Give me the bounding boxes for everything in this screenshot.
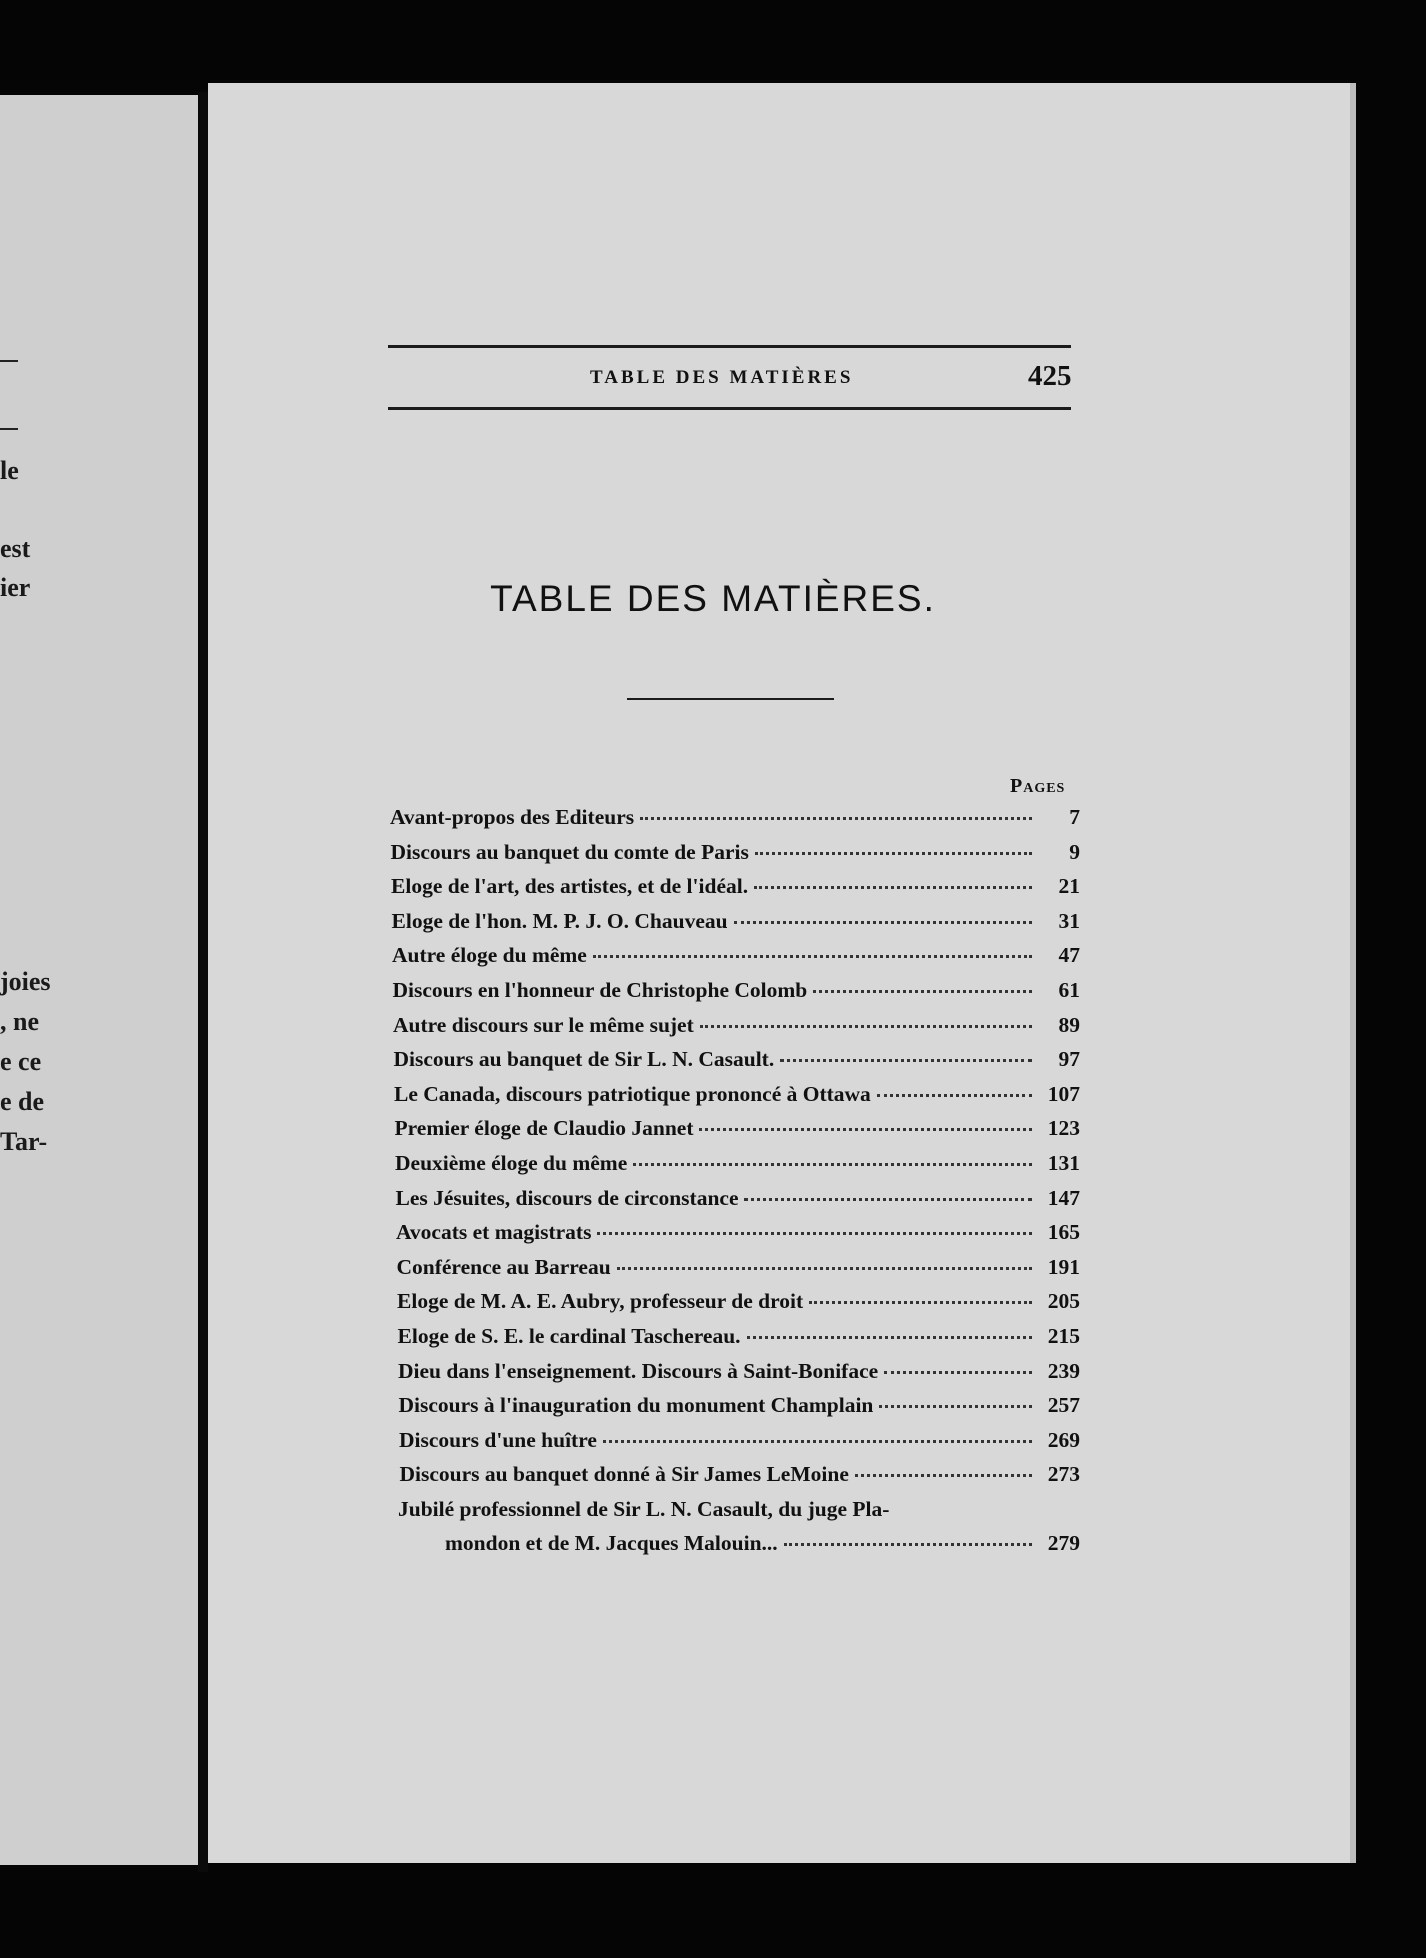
toc-entry-title: Discours à l'inauguration du monument Champlain	[398, 1393, 874, 1418]
left-text-fragment: ier	[0, 573, 31, 602]
running-head: TABLE DES MATIÈRES	[590, 367, 854, 388]
toc-entry	[390, 978, 1080, 1013]
title-divider	[627, 698, 834, 700]
toc-entry-page: 107	[1047, 1081, 1080, 1106]
toc-entry-title-line1: Jubilé professionnel de Sir L. N. Casault, du juge Pla-	[398, 1496, 890, 1521]
toc-entry-title: Discours en l'honneur de Christophe Colomb	[392, 977, 808, 1002]
toc-entry-page: 31	[1058, 908, 1080, 933]
header-rule-top	[388, 345, 1071, 348]
toc-entry	[390, 1393, 1080, 1428]
toc-dot-leader	[855, 1473, 1032, 1477]
toc-entry-page: 279	[1047, 1531, 1080, 1556]
toc-entry	[390, 1428, 1080, 1463]
toc-entry-title: Eloge de M. A. E. Aubry, professeur de droit	[397, 1289, 804, 1314]
left-text-fragment: e ce	[0, 1047, 42, 1076]
toc-entry-page: 215	[1047, 1323, 1080, 1348]
toc-entry	[390, 943, 1080, 978]
toc-entry-title-line2: mondon et de M. Jacques Malouin...	[445, 1531, 778, 1556]
left-text-fragment: e de	[0, 1087, 45, 1116]
toc-entry-title: Eloge de l'hon. M. P. J. O. Chauveau	[391, 908, 728, 933]
toc-entry-page: 97	[1058, 1047, 1080, 1072]
left-text-fragment: joies	[0, 967, 51, 996]
toc-entry-page: 257	[1047, 1393, 1080, 1418]
toc-entry	[390, 1255, 1080, 1290]
toc-dot-leader	[699, 1127, 1032, 1131]
toc-entry	[390, 805, 1080, 840]
toc-dot-leader	[734, 920, 1032, 924]
toc-entry	[390, 874, 1080, 909]
toc-entry-page: 131	[1047, 1150, 1080, 1175]
left-text-fragment: le	[0, 456, 19, 485]
toc-entry-title: Autre discours sur le même sujet	[393, 1012, 694, 1037]
toc-entry-title: Discours au banquet de Sir L. N. Casault.	[393, 1047, 775, 1072]
toc-entry-title: Avocats et magistrats	[396, 1220, 592, 1245]
toc-entry-page: 21	[1058, 874, 1080, 899]
toc-entry	[390, 1186, 1080, 1221]
toc-entry-page: 205	[1047, 1289, 1080, 1314]
toc-entry	[390, 1116, 1080, 1151]
left-text-fragment: , ne	[0, 1007, 39, 1036]
toc-entry-page: 7	[1069, 805, 1080, 829]
toc-dot-leader	[884, 1370, 1032, 1374]
toc-entry-title: Discours au banquet du comte de Paris	[390, 839, 749, 864]
toc-dot-leader	[640, 816, 1032, 820]
toc-entry-title: Conférence au Barreau	[396, 1254, 611, 1279]
toc-dot-leader	[755, 851, 1032, 855]
toc-entry-page: 239	[1047, 1358, 1080, 1383]
toc-entry-title: Eloge de S. E. le cardinal Taschereau.	[397, 1323, 741, 1348]
toc-entry-page: 9	[1069, 839, 1080, 864]
toc-entry-title: Eloge de l'art, des artistes, et de l'idéal.	[391, 874, 749, 899]
toc-dot-leader	[744, 1197, 1032, 1201]
toc-entry	[390, 1462, 1080, 1497]
toc-entry-title: Le Canada, discours patriotique prononcé à Ottawa	[394, 1081, 871, 1106]
toc-dot-leader	[809, 1300, 1032, 1304]
toc-dot-leader	[877, 1093, 1032, 1097]
toc-entry	[390, 1047, 1080, 1082]
left-rule	[0, 360, 18, 362]
page-gutter	[198, 92, 208, 1872]
toc-entry	[390, 1013, 1080, 1048]
toc-dot-leader	[700, 1024, 1032, 1028]
table-of-contents	[390, 805, 1080, 1566]
toc-entry	[390, 1289, 1080, 1324]
toc-dot-leader	[879, 1404, 1032, 1408]
toc-dot-leader	[747, 1335, 1032, 1339]
toc-entry-page: 273	[1047, 1462, 1080, 1487]
page-edge	[1350, 83, 1356, 1863]
toc-entry-page: 89	[1058, 1012, 1080, 1037]
toc-entry-continuation	[390, 1531, 1080, 1566]
toc-entry-page: 269	[1047, 1427, 1080, 1452]
page-number: 425	[1028, 360, 1072, 392]
toc-dot-leader	[603, 1439, 1032, 1443]
toc-entry-page: 165	[1047, 1220, 1080, 1245]
toc-entry-page: 47	[1058, 943, 1080, 968]
toc-entry	[390, 909, 1080, 944]
toc-entry-page: 147	[1047, 1185, 1080, 1210]
pages-column-heading: Pages	[1010, 775, 1066, 797]
toc-entry-title: Avant-propos des Editeurs	[390, 805, 635, 829]
toc-entry	[390, 1082, 1080, 1117]
toc-entry-title: Discours d'une huître	[399, 1427, 597, 1452]
page-title: TABLE DES MATIÈRES.	[490, 578, 936, 619]
toc-dot-leader	[754, 885, 1032, 889]
toc-entry-title: Autre éloge du même	[392, 943, 587, 968]
toc-dot-leader	[813, 989, 1032, 993]
toc-entry-multiline	[390, 1497, 1080, 1532]
toc-entry-page: 61	[1058, 977, 1080, 1002]
toc-dot-leader	[593, 954, 1032, 958]
toc-entry-title: Discours au banquet donné à Sir James LeMoine	[399, 1462, 849, 1487]
toc-dot-leader	[780, 1058, 1032, 1062]
header-rule-bottom	[388, 407, 1071, 410]
toc-entry-title: Les Jésuites, discours de circonstance	[395, 1185, 739, 1210]
toc-entry-title: Premier éloge de Claudio Jannet	[394, 1116, 694, 1141]
left-text-fragment: est	[0, 534, 31, 563]
toc-entry	[390, 840, 1080, 875]
toc-dot-leader	[617, 1266, 1032, 1270]
toc-entry-title: Dieu dans l'enseignement. Discours à Saint-Boniface	[398, 1358, 879, 1383]
left-text-fragment: Tar-	[0, 1127, 48, 1156]
toc-entry-page: 123	[1047, 1116, 1080, 1141]
toc-entry-title: Deuxième éloge du même	[395, 1150, 628, 1175]
toc-entry	[390, 1220, 1080, 1255]
toc-entry-page: 191	[1047, 1254, 1080, 1279]
toc-dot-leader	[784, 1542, 1032, 1546]
toc-dot-leader	[633, 1162, 1032, 1166]
toc-entry	[390, 1324, 1080, 1359]
left-rule	[0, 428, 18, 430]
toc-entry	[390, 1359, 1080, 1394]
toc-entry	[390, 1151, 1080, 1186]
toc-dot-leader	[597, 1231, 1032, 1235]
